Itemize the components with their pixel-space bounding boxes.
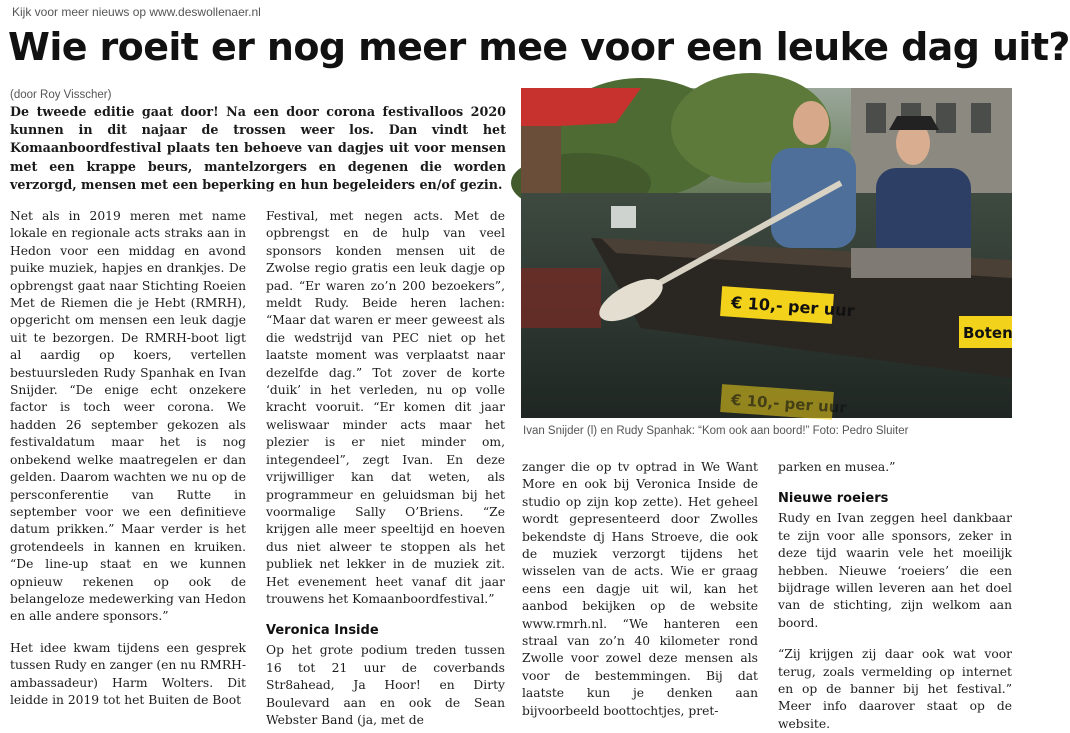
column-1: [10, 208, 246, 720]
boat-sign-price: € 10,- per uur: [730, 292, 856, 321]
column-1-paragraph-2: Het idee kwam tijdens een gesprek tussen Rudy en zanger (en nu RMRH-ambassadeur) Harm Wolters. Dit leidde in 2019 tot het Buiten de Boot: [10, 640, 246, 707]
headline: Wie roeit er nog meer mee voor een leuke dag uit?: [8, 25, 1070, 69]
subhead-nieuwe-roeiers: Nieuwe roeiers: [778, 491, 889, 507]
column-4-paragraph-2: Rudy en Ivan zeggen heel dankbaar te zijn voor alle sponsors, zeker in deze tijd waarin vele het moeilijk hebben. Nieuwe ‘roeiers’ die een bijdrage willen leveren aan het doel van de stichting, zijn welkom aan boord.: [778, 511, 1012, 630]
byline: (door Roy Visscher): [10, 89, 112, 101]
photo-caption: Ivan Snijder (l) en Rudy Spanhak: “Kom ook aan boord!” Foto: Pedro Sluiter: [523, 425, 909, 437]
column-1-paragraph-1: Net als in 2019 meren met name lokale en regionale acts straks aan in Hedon voor een middag en avond puike muziek, hapjes en drankjes. De opbrengst gaat naar Stichting Roeien Met de Riemen die je Hebt (RMRH), opgericht om mensen een leuk dagje uit te bezorgen. De RMRH-boot ligt al aardig op koers, vertellen bestuursleden Rudy Spanhak en Ivan Snijder. “De enige echt onzekere factor is toch weer corona. We hadden 26 september gekozen als festivaldatum maar het is nog onbekend welke maatregelen er dan gelden. Daarom wachten we nu op de persconferentie van Rutte in september voor we een definitieve datum prikken.” Maar verder is het grotendeels in kannen en kruiken. “De line-up staat en we kunnen opnieuw rekenen op ook de belangeloze medewerking van Hedon en alle andere sponsors.”: [10, 209, 246, 624]
column-4-paragraph-3: “Zij krijgen zij daar ook wat voor terug, zoals vermelding op internet en op de banner bij het festival.” Meer info daarover staat op de website.: [778, 647, 1012, 731]
column-2-paragraph-1: Festival, met negen acts. Met de opbrengst en de hulp van veel sponsors konden mensen uit de Zwolse regio gratis een leuk dagje op pad. “Er waren zo’n 200 bezoekers”, meldt Rudy. Beide heren lachen: “Maar dat waren er meer geweest als die wedstrijd van PEC niet op het laatste moment was verplaatst naar dezelfde dag.” Tot zover de korte ‘duik’ in het verleden, nu op volle kracht vooruit. “Er komen dit jaar weliswaar minder acts maar het plezier is er niet minder om, integendeel”, zegt Ivan. En deze vrijwilliger kan dat weten, als programmeur en geluidsman bij het voormalige Sally O’Briens. “Ze krijgen alle meer speeltijd en hoeven dus niet alweer te stoppen als het publiek net lekker in de muziek zit. Het evenement heet vanaf dit jaar trouwens het Komaanboordfestival.”: [266, 209, 505, 606]
subhead-veronica-inside: Veronica Inside: [266, 623, 379, 639]
boat-sign-brand: Boten: [963, 324, 1013, 342]
lead-paragraph: De tweede editie gaat door! Na een door corona festivalloos 2020 kunnen in dit najaar de trossen weer los. Dan vindt het Komaanboordfestival plaats ten behoeve van dagjes uit voor mensen met een krappe beurs, mantelzorgers en degenen die worden verzorgd, mensen met een beperking en hun begeleiders en/of gezin.: [10, 104, 506, 192]
column-3-paragraph-1: zanger die op tv optrad in We Want More en ook bij Veronica Inside de studio op zijn kop zette). Het geheel wordt gepresenteerd door Zwolles bekendste dj Hans Stroeve, die ook de muziek verzorgt tijdens het wisselen van de acts. Wie er graag eens een dagje uit wil, kan het aanbod bekijken op de website www.rmrh.nl. “We hanteren een straal van zo’n 40 kilometer rond Zwolle voor zowel deze mensen als voor de bestemmingen. Bij dat laatste kun je denken aan bijvoorbeeld boottochtjes, pret-: [522, 460, 758, 718]
column-2: [266, 208, 505, 727]
column-4-paragraph-1: parken en musea.”: [778, 460, 896, 474]
site-kicker: Kijk voor meer nieuws op www.deswollenaer.nl: [12, 5, 261, 19]
photo-illustration: [521, 88, 1012, 418]
column-3: [522, 459, 758, 721]
column-2-paragraph-2: Op het grote podium treden tussen 16 tot 21 uur de coverbands Str8ahead, Ja Hoor! en Dirty Boulevard aan en ook de Sean Webster Band (ja, met de: [266, 643, 505, 727]
article-photo: [521, 88, 1012, 418]
boat-sign-reflection: € 10,- per uur: [730, 390, 848, 417]
column-4: [778, 459, 1012, 731]
